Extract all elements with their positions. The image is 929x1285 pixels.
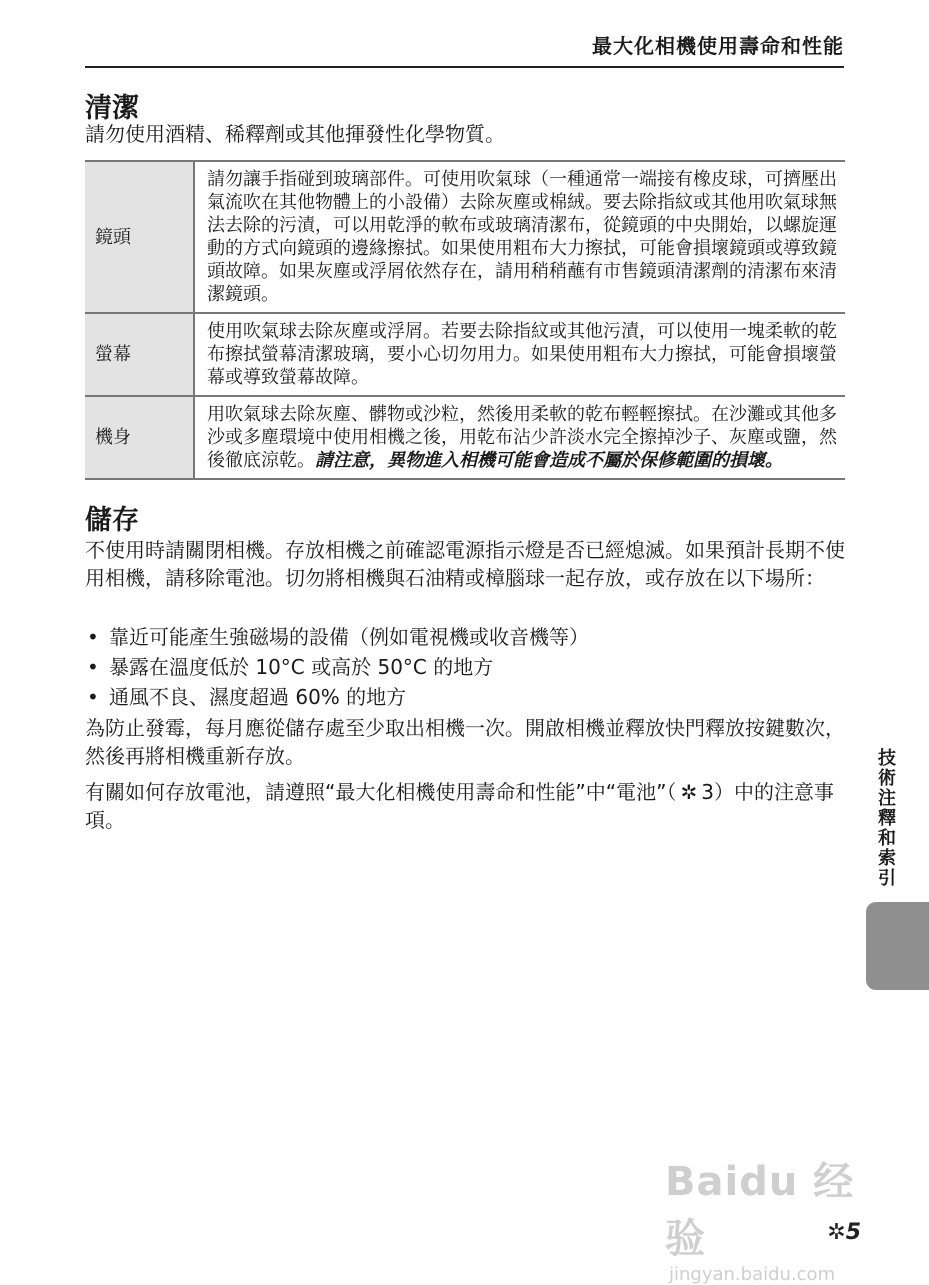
reference-section-icon: ✲ [827,1220,846,1245]
running-header: 最大化相機使用壽命和性能 [592,34,844,58]
row-text-monitor: 使用吹氣球去除灰塵或浮屑。若要去除指紋或其他污漬，可以使用一塊柔軟的乾布擦拭螢幕清潔玻璃，要小心切勿用力。如果使用粗布大力擦拭，可能會損壞螢幕或導致螢幕故障。 [194,313,845,396]
side-tab-label: 技術注釋和索引 [875,748,896,888]
reference-section-icon: ✲ [680,780,698,804]
battery-note [85,778,845,834]
list-item: • 暴露在溫度低於 10°C 或高於 50°C 的地方 [85,652,845,682]
table-row [85,313,845,396]
list-item: • 靠近可能產生強磁場的設備（例如電視機或收音機等） [85,622,845,652]
row-text-body: 用吹氣球去除灰塵、髒物或沙粒，然後用柔軟的乾布輕輕擦拭。在沙灘或其他多沙或多塵環境中使用相機之後，用乾布沾少許淡水完全擦掉沙子、灰塵或鹽，然後徹底涼乾。 [207,404,837,471]
row-label-monitor: 螢幕 [85,313,194,396]
cleaning-table [85,160,845,480]
page-number-value: 5 [845,1220,861,1245]
row-label-lens: 鏡頭 [85,161,194,313]
watermark-url: jingyan.baidu.com [669,1264,836,1285]
cleaning-heading: 清潔 [85,93,139,124]
storage-heading: 儲存 [85,505,139,536]
mold-note: 為防止發霉，每月應從儲存處至少取出相機一次。開啟相機並釋放快門釋放按鍵數次，然後再將相機重新存放。 [85,716,845,768]
storage-bullet-list [85,622,845,712]
battery-note-start: 有關如何存放電池，請遵照“最大化相機使用壽命和性能”中“電池”（ [85,780,677,804]
page-number [827,1220,861,1245]
battery-note-end: ）中的注意事項。 [85,780,834,832]
battery-ref-page: 3 [701,780,714,804]
side-tab-marker [866,902,929,990]
warranty-note: 請注意，異物進入相機可能會造成不屬於保修範圍的損壞。 [315,450,783,471]
list-item: • 通風不良、濕度超過 60% 的地方 [85,682,845,712]
watermark-main: Baidu 经验 [665,1159,855,1262]
storage-intro: 不使用時請關閉相機。存放相機之前確認電源指示燈是否已經熄滅。如果預計長期不使用相機，請移除電池。切勿將相機與石油精或樟腦球一起存放，或存放在以下場所： [85,538,845,590]
table-row [85,396,845,479]
row-text-body-cell [194,396,845,479]
header-rule [85,66,844,68]
row-text-lens: 請勿讓手指碰到玻璃部件。可使用吹氣球（一種通常一端接有橡皮球，可擠壓出氣流吹在其他物體上的小設備）去除灰塵或棉絨。要去除指紋或其他用吹氣球無法去除的污漬，可以用乾淨的軟布或玻璃清潔布，從鏡頭的中央開始，以螺旋運動的方式向鏡頭的邊緣擦拭。如果使用粗布大力擦拭，可能會損壞鏡頭或導致鏡頭故障。如果灰塵或浮屑依然存在，請用稍稍蘸有市售鏡頭清潔劑的清潔布來清潔鏡頭。 [194,161,845,313]
cleaning-intro: 請勿使用酒精、稀釋劑或其他揮發性化學物質。 [85,122,505,146]
row-label-body: 機身 [85,396,194,479]
table-row [85,161,845,313]
